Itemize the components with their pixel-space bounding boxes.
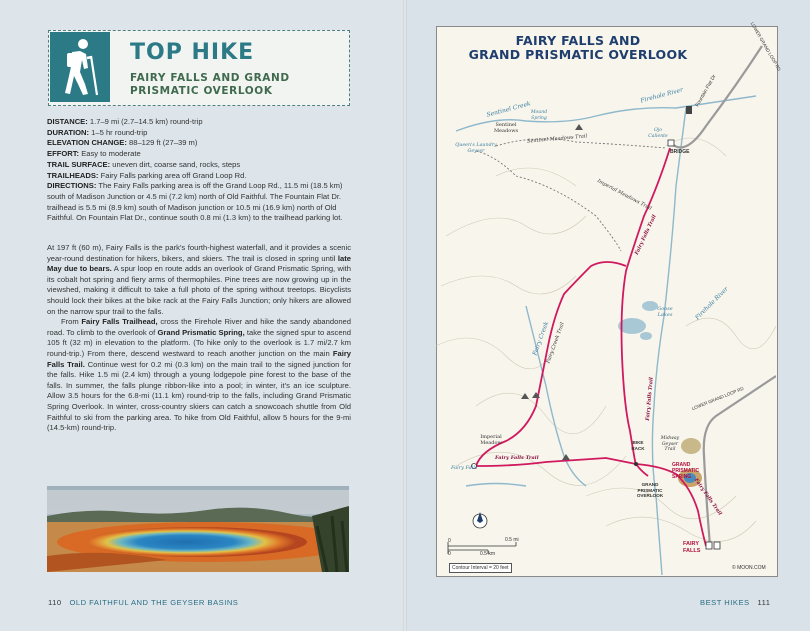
label-bridge: BRIDGE: [670, 149, 690, 155]
footer-right: BEST HIKES 111: [700, 598, 771, 607]
contour-interval: Contour Interval = 20 feet: [449, 563, 512, 573]
label-fairy-creek: Fairy Creek: [531, 320, 551, 357]
hiker-badge: [50, 32, 110, 102]
label-goose-lakes: Goose Lakes: [657, 306, 673, 318]
map-title: FAIRY FALLS AND GRAND PRISMATIC OVERLOOK: [468, 33, 688, 62]
fact-elevation: ELEVATION CHANGE: 88–129 ft (27–39 m): [47, 138, 198, 148]
fact-surface: TRAIL SURFACE: uneven dirt, coarse sand, rocks, steps: [47, 159, 241, 169]
paragraph-route: From Fairy Falls Trailhead, cross the Firehole River and hike the sandy abandoned road. To climb to the overlook of Grand Prismatic Spring, take the signed spur to ascend 105 ft (32 m) in elevation to the platform. (To hike only to the overlook is 1.7 mi/2.7 km round-trip.) From there, descend westward to reach another junction on the main Fairy Falls Trail. Continue west for 0.2 mi (0.3 km) on the main trail to the signed junction for the falls. Hike 1.5 mi (2.4 km) through a young lodgepole pine forest to the base of the falls. In summer, the falls plunge ribbon-like into a pool; in winter, it's an ice sculpture. Allow 3.5 hours for the 6.8-mi (11.1 km) round-trip to the falls, including Grand Prismatic Spring Overlook. In winter, cross-country skiers can catch a snowcoach shuttle from Old Faithful to ski from the parking area. To hike from Old Faithful, allow 5 hours for the 9-mi (14.5-km) round-trip.: [47, 317, 351, 433]
label-firehole-river-top: Firehole River: [639, 86, 684, 105]
label-imperial-meadows-trail: Imperial Meadows Trail: [596, 178, 653, 212]
label-fountain-flat: Fountain Flat Dr: [694, 73, 718, 109]
hike-facts: [47, 117, 349, 224]
top-hike-title: TOP HIKE: [130, 40, 255, 65]
label-fairy-falls: Fairy Falls: [451, 465, 478, 471]
label-lower-grand-loop-top: LOWER GRAND LOOP RD: [749, 21, 782, 72]
scale-km-label: 0.5 km: [480, 551, 496, 557]
fact-trailheads: TRAILHEADS: Fairy Falls parking area off Grand Loop Rd.: [47, 170, 247, 180]
map-credit: © MOON.COM: [732, 565, 766, 571]
label-firehole-river-mid: Firehole River: [693, 285, 730, 322]
fact-distance: DISTANCE: 1.7–9 mi (2.7–14.5 km) round-trip: [47, 117, 203, 126]
scale-zero-mi: 0: [448, 538, 451, 544]
label-fairy-falls-trail-s: Fairy Falls Trail: [692, 477, 723, 517]
label-bike-rack: BIKE RACK: [631, 440, 645, 451]
hiker-icon: [50, 32, 110, 102]
label-sentinel-meadows: Sentinel Meadows: [493, 122, 519, 134]
footer-left: 110 OLD FAITHFUL AND THE GEYSER BASINS: [48, 598, 239, 607]
parking-marker-north: [686, 106, 692, 114]
label-fairy-falls-trailhead: FAIRY FALLS: [683, 541, 701, 554]
label-grand-prismatic-spring: GRAND PRISMATIC SPRING: [672, 462, 700, 480]
scale-zero-km: 0: [448, 551, 451, 557]
label-fairy-falls-trail-w: Fairy Falls Trail: [495, 455, 539, 461]
grand-prismatic-photo: [47, 486, 349, 572]
label-fairy-falls-trail-mid: Fairy Falls Trail: [644, 377, 655, 421]
label-imperial-meadow: Imperial Meadow: [480, 434, 502, 446]
top-hike-subtitle: FAIRY FALLS AND GRAND PRISMATIC OVERLOOK: [130, 72, 290, 97]
book-gutter: [403, 0, 407, 631]
fact-duration: DURATION: 1–5 hr round-trip: [47, 127, 148, 137]
label-sentinel-meadows-trail: Sentinel Meadows Trail: [526, 133, 588, 145]
label-queens-laundry: Queen's Laundry Geyser: [455, 143, 497, 154]
label-midway-geyser-trail: Midway Geyser Trail: [660, 436, 680, 452]
contour-lines: [436, 138, 776, 541]
label-sentinel-creek: Sentinel Creek: [485, 100, 532, 119]
fact-effort: EFFORT: Easy to moderate: [47, 149, 141, 159]
label-mound-spring: Mound Spring: [530, 110, 548, 121]
hike-description: [47, 243, 351, 434]
scale-mi-label: 0.5 mi: [505, 537, 519, 543]
label-lower-grand-loop-mid: LOWER GRAND LOOP RD: [691, 385, 745, 412]
label-grand-prismatic-overlook: GRAND PRISMATIC OVERLOOK: [636, 482, 664, 498]
label-fairy-creek-trail: Fairy Creek Trail: [545, 321, 566, 365]
label-fairy-falls-trail-ne: Fairy Falls Trail: [633, 213, 658, 257]
map-drawing: [436, 26, 776, 575]
fairy-falls-trail: [476, 148, 706, 546]
fact-directions: DIRECTIONS: The Fairy Falls parking area is off the Grand Loop Rd., 11.5 mi (18.5 km) south of Madison Junction or 4.5 mi (7.2 km) north of Old Faithful. The Fountain Flat Dr. trailhead is 5.5 mi (8.9 km) south of Madison junction or 10.5 mi (16.9 km) north of Old Faithful. On Fountain Flat Dr., continue south 0.8 mi (1.3 km) to the trailhead parking lot.: [47, 181, 343, 223]
paragraph-intro: At 197 ft (60 m), Fairy Falls is the park's fourth-highest waterfall, and it provides a scenic year-round destination for hikers, bikers, and skiers. The trail is closed in spring until late May due to bears. A spur loop en route adds an overlook of Grand Prismatic Spring, with its cobalt hot spring and fiery arms of thermophiles. Pine trees are now growing up in the viewshed, making it difficult to take a full photo of the spring without treetops. Bicyclists should lock their bikes at the bike rack at the Fairy Falls Junction; only hikers are allowed on the narrow spur trail to the falls.: [47, 243, 351, 316]
label-ojo-caliente: Ojo Caliente: [648, 128, 668, 139]
north-arrow: [473, 512, 487, 528]
